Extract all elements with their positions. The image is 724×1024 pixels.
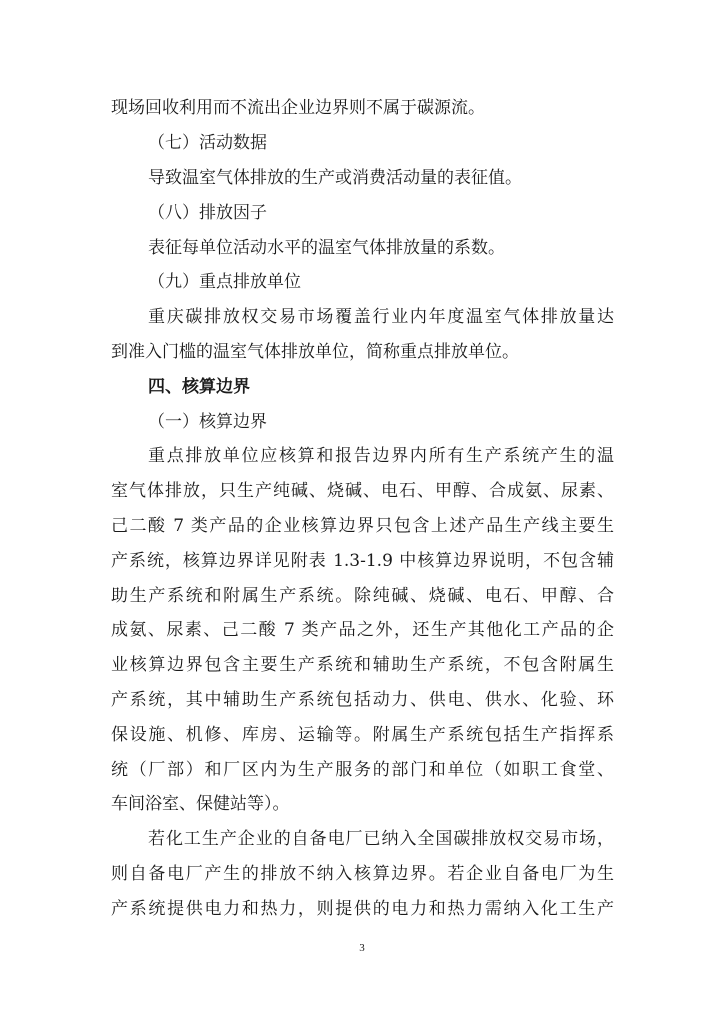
text-line: 统（厂部）和厂区内为生产服务的部门和单位（如职工食堂、 [111,760,614,780]
section-heading: （七）活动数据 [148,133,267,153]
section-heading: （九）重点排放单位 [148,272,301,292]
page-number: 3 [359,942,365,954]
section-heading: （八）排放因子 [148,203,267,223]
text-line: 导致温室气体排放的生产或消费活动量的表征值。 [148,168,522,188]
text-line: 表征每单位活动水平的温室气体排放量的系数。 [148,238,505,258]
text-line: 室气体排放，只生产纯碱、烧碱、电石、甲醇、合成氨、尿素、 [111,481,614,501]
text-line: 则自备电厂产生的排放不纳入核算边界。若企业自备电厂为生 [111,864,614,884]
text-line: 助生产系统和附属生产系统。除纯碱、烧碱、电石、甲醇、合 [111,586,614,606]
text-line: 车间浴室、保健站等）。 [111,794,290,814]
text-line: 己二酸 7 类产品的企业核算边界只包含上述产品生产线主要生 [111,516,614,536]
chapter-heading: 四、核算边界 [148,377,250,397]
text-line: 保设施、机修、库房、运输等。附属生产系统包括生产指挥系 [111,725,614,745]
section-heading: （一）核算边界 [148,412,267,432]
text-line: 成氨、尿素、己二酸 7 类产品之外，还生产其他化工产品的企 [111,620,614,640]
text-line: 到准入门槛的温室气体排放单位，简称重点排放单位。 [111,342,519,362]
text-line: 重点排放单位应核算和报告边界内所有生产系统产生的温 [148,446,614,466]
text-line: 产系统，核算边界详见附表 1.3-1.9 中核算边界说明，不包含辅 [111,551,614,571]
text-line: 产系统，其中辅助生产系统包括动力、供电、供水、化验、环 [111,690,614,710]
text-line: 若化工生产企业的自备电厂已纳入全国碳排放权交易市场， [148,829,614,849]
text-line: 产系统提供电力和热力，则提供的电力和热力需纳入化工生产 [111,899,614,919]
text-line: 业核算边界包含主要生产系统和辅助生产系统，不包含附属生 [111,655,614,675]
text-line: 现场回收利用而不流出企业边界则不属于碳源流。 [111,98,485,118]
text-line: 重庆碳排放权交易市场覆盖行业内年度温室气体排放量达 [148,307,614,327]
